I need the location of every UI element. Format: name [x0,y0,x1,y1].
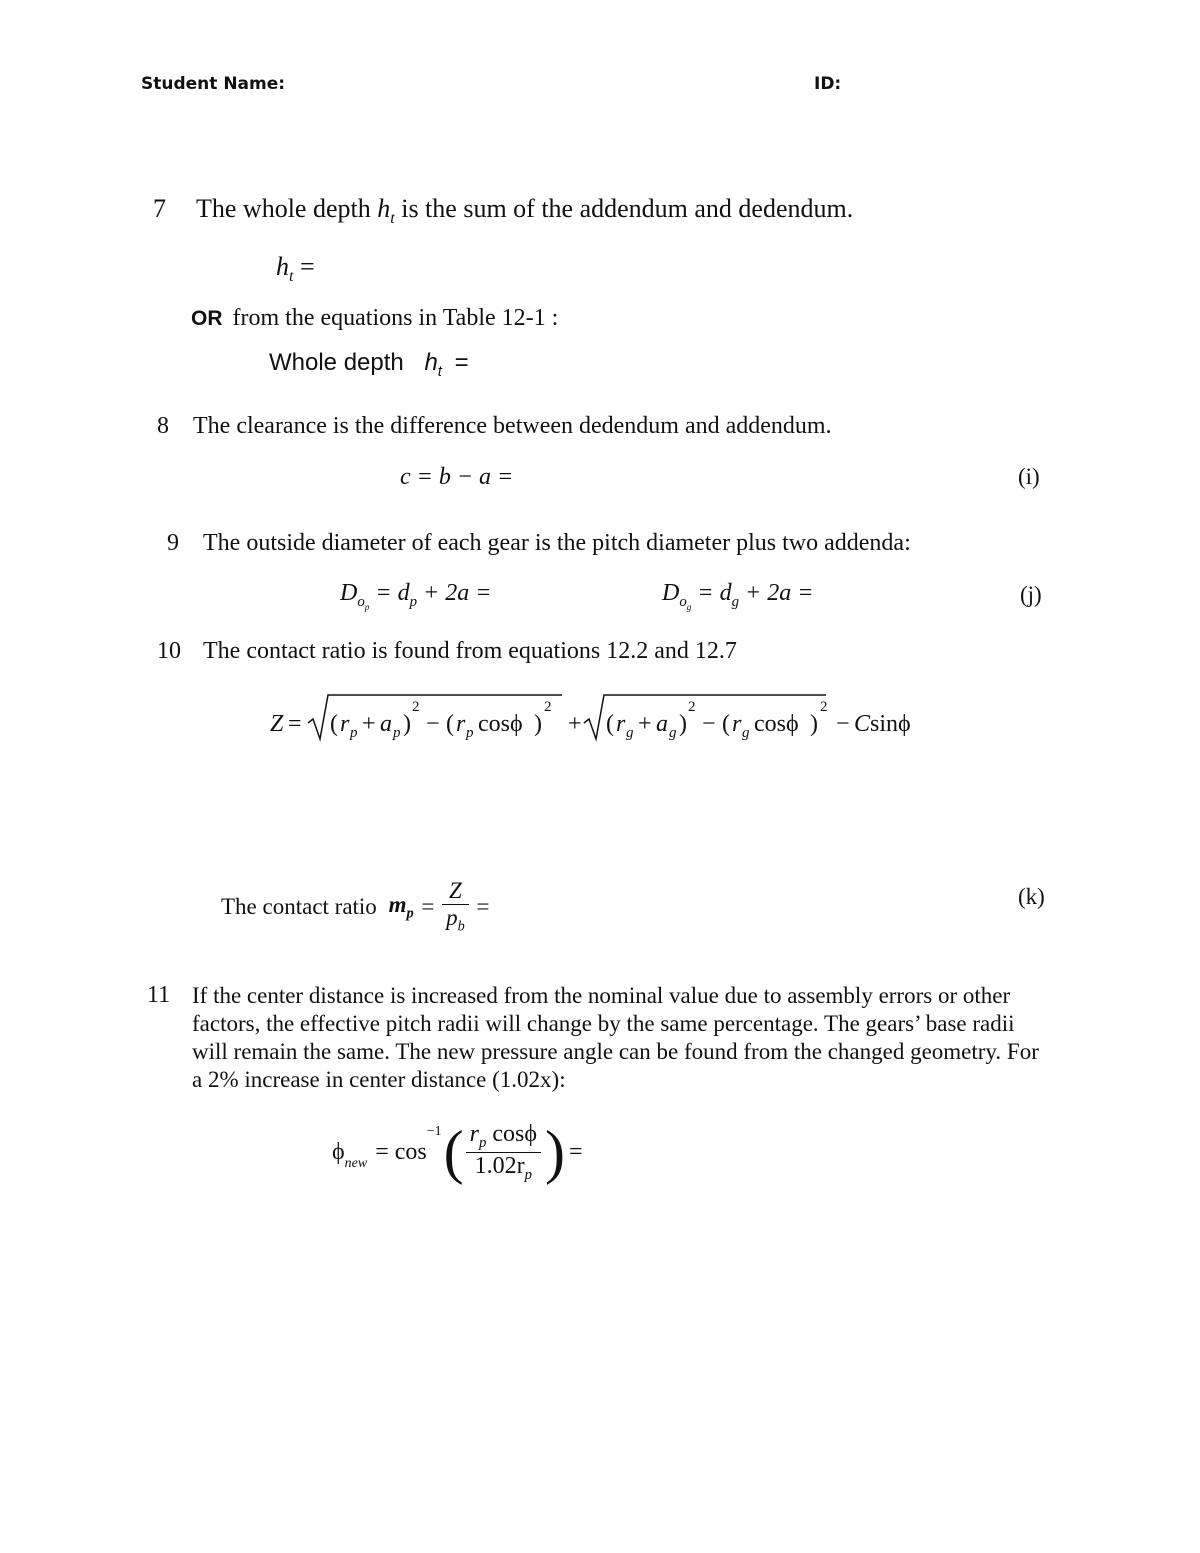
q7-text [196,194,853,228]
svg-text:Z: Z [270,711,284,737]
svg-text:a: a [380,711,392,737]
svg-text:g: g [626,725,634,741]
whole-depth-var: $h_t$ [424,349,442,380]
svg-text:p: p [466,725,474,741]
q7-text-var: $h_t$ [377,194,395,228]
or-label: OR [191,307,223,330]
q8-equation: c = b − a = [400,464,514,490]
svg-text:2: 2 [412,699,420,715]
q10-text: The contact ratio is found from equations 12.2 and 12.7 [203,638,737,664]
contact-ratio-label: The contact ratio [221,893,377,919]
pressure-angle-formula: ϕ $_{new}$ = cos $^{-1}$ ( $\frac{r_p \cos\phi}{1.02r_p}$ ) = [332,1119,583,1185]
q11-number: 11 [147,982,171,1008]
student-name-label: Student Name: [141,74,286,94]
svg-text:sinϕ: sinϕ [870,711,911,737]
contact-length-formula [266,685,926,745]
svg-text:=: = [288,711,302,737]
svg-text:(: ( [446,711,454,737]
svg-text:): ) [534,711,542,737]
svg-text:(: ( [606,711,614,737]
q7-text-pre: The whole depth [196,194,378,223]
svg-text:r: r [456,711,466,737]
svg-text:2: 2 [688,699,696,715]
svg-text:+: + [638,711,652,737]
svg-text:g: g [669,725,677,741]
q11-text: If the center distance is increased from the nominal value due to assembly errors or other factors, the effective pitch radii will change by the same percentage. The gears’ base radii will remain the same. The new pressure angle can be found from the changed geometry. For a 2% increase in center distance (1.02x): [192,983,1039,1092]
svg-text:(: ( [330,711,338,737]
svg-text:2: 2 [820,699,828,715]
svg-text:cosϕ: cosϕ [754,711,799,737]
svg-text:−: − [702,711,716,737]
q7-text-post: is the sum of the addendum and dedendum. [394,194,854,223]
q10-tag: (k) [1018,884,1045,909]
svg-text:2: 2 [544,699,552,715]
contact-ratio-fraction [442,878,469,936]
q10-number: 10 [157,638,181,664]
q7-number: 7 [153,194,166,223]
svg-text:(: ( [722,711,730,737]
q8-number: 8 [157,413,169,439]
pressure-angle-fraction: $\frac{r_p \cos\phi}{1.02r_p}$ [466,1121,541,1184]
q7-or-line [191,305,558,332]
svg-text:+: + [362,711,376,737]
svg-text:−: − [836,711,850,737]
fraction-numerator: Z [448,878,462,903]
svg-text:): ) [679,711,687,737]
whole-depth-label: Whole depth [269,349,404,376]
svg-text:): ) [403,711,411,737]
svg-text:g: g [742,725,750,741]
q7-equation: $h_t$ = [276,252,315,286]
svg-text:C: C [854,711,871,737]
svg-text:cosϕ: cosϕ [478,711,523,737]
fraction-denominator: $p_b$ [442,904,469,936]
q8-text: The clearance is the difference between dedendum and addendum. [193,413,832,439]
q8-tag: (i) [1018,464,1040,489]
q9-tag: (j) [1020,582,1042,607]
mp-var: $m_p$ [388,891,414,922]
svg-text:): ) [810,711,818,737]
or-text: from the equations in Table 12-1 : [232,305,559,331]
svg-text:+: + [568,711,582,737]
svg-text:r: r [732,711,742,737]
svg-text:a: a [656,711,668,737]
svg-text:p: p [350,725,358,741]
svg-text:p: p [393,725,401,741]
id-label: ID: [814,74,842,94]
svg-text:r: r [616,711,626,737]
q9-equation-pinion: $D_{o_p} = d_p + 2a$ = [340,580,492,612]
q9-text: The outside diameter of each gear is the pitch diameter plus two addenda: [203,530,911,556]
whole-depth-line: Whole depth $h_t$ = [269,349,469,380]
q9-equation-gear: $D_{o_g} = d_g + 2a$ = [662,580,814,612]
svg-text:r: r [340,711,350,737]
contact-ratio-line: The contact ratio $m_p$ = $\frac{Z}{p_b}$ = [221,878,490,935]
q9-number: 9 [167,530,179,556]
svg-text:−: − [426,711,440,737]
